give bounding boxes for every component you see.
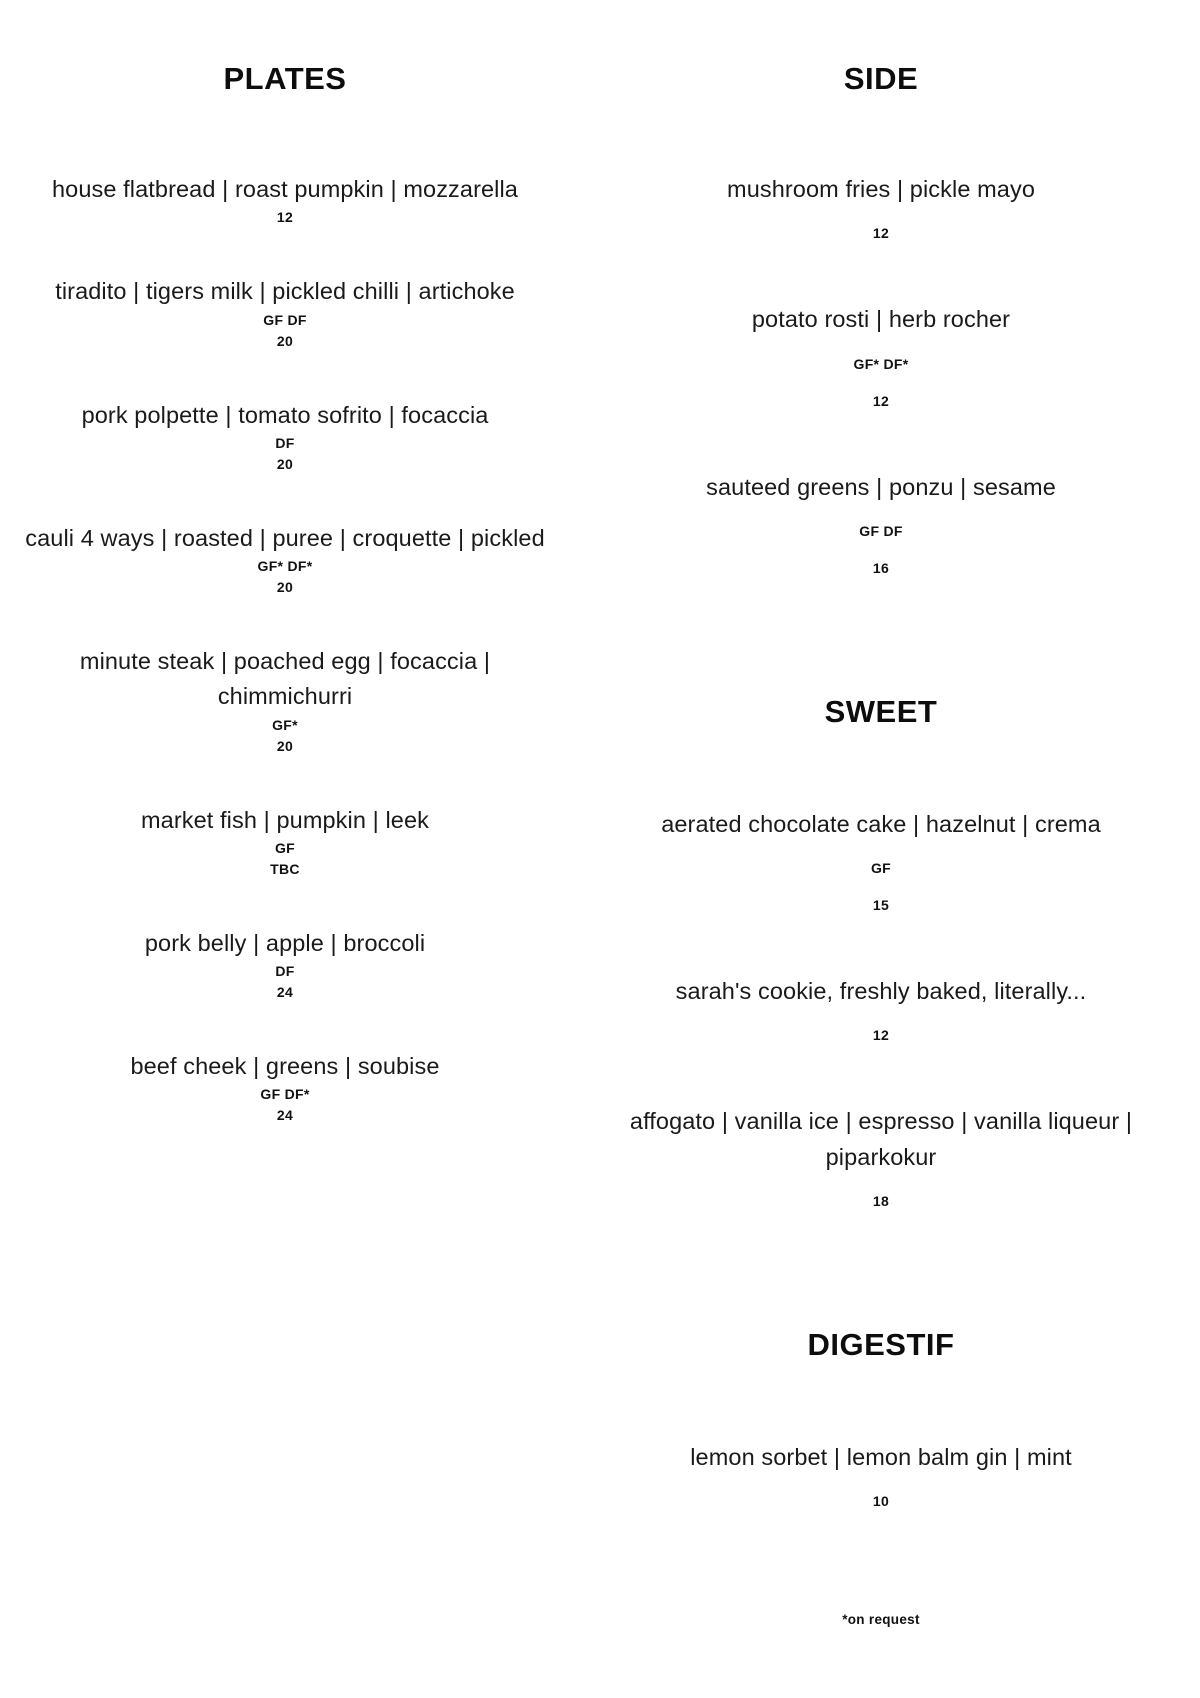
menu-item-tags: DF bbox=[275, 434, 295, 451]
menu-footnote: *on request bbox=[842, 1612, 920, 1628]
menu-item-tags: GF* DF* bbox=[257, 558, 313, 575]
menu-item-name: mushroom fries | pickle mayo bbox=[727, 176, 1035, 203]
menu-item bbox=[572, 974, 1190, 1046]
menu-item-tags: GF bbox=[870, 860, 892, 877]
menu-item bbox=[572, 1440, 1190, 1512]
menu-column-right bbox=[566, 62, 1200, 1627]
menu-item-name: house flatbread | roast pumpkin | mozzarella bbox=[52, 176, 518, 203]
menu-item bbox=[572, 470, 1190, 579]
menu-item bbox=[10, 803, 560, 880]
menu-item-name: cauli 4 ways | roasted | puree | croquette | pickled bbox=[25, 524, 545, 551]
menu-item-name: lemon sorbet | lemon balm gin | mint bbox=[690, 1444, 1072, 1471]
menu-item-tags: GF* bbox=[272, 716, 298, 733]
menu-item bbox=[10, 1049, 560, 1126]
menu-item-price: 16 bbox=[872, 559, 890, 576]
menu-item-name: beef cheek | greens | soubise bbox=[130, 1053, 440, 1080]
menu-item bbox=[572, 1104, 1190, 1212]
menu-item-price: 20 bbox=[276, 737, 294, 754]
section-heading-side: SIDE bbox=[843, 61, 919, 96]
menu-item-tags: DF bbox=[275, 963, 295, 980]
menu-item-tags: GF DF* bbox=[260, 1086, 310, 1103]
menu-column-left bbox=[0, 62, 566, 1126]
menu-item-tags: GF* DF* bbox=[853, 355, 909, 372]
menu-item-tags: GF bbox=[274, 839, 296, 856]
menu-item-price: 12 bbox=[276, 209, 294, 226]
menu-item-name: sarah's cookie, freshly baked, literally... bbox=[675, 978, 1087, 1005]
menu-item-tags: GF DF bbox=[859, 522, 903, 539]
menu-item bbox=[10, 172, 560, 228]
menu-item bbox=[10, 521, 560, 598]
menu-item-price: 20 bbox=[276, 332, 294, 349]
menu-item-price: 24 bbox=[276, 984, 294, 1001]
menu-item-name: potato rosti | herb rocher bbox=[751, 306, 1011, 333]
menu-item-price: 10 bbox=[872, 1493, 890, 1510]
menu-item-name: affogato | vanilla ice | espresso | vanilla liqueur | piparkokur bbox=[629, 1108, 1133, 1170]
menu-item-name: market fish | pumpkin | leek bbox=[141, 806, 429, 833]
menu-item-name: tiradito | tigers milk | pickled chilli | artichoke bbox=[55, 278, 515, 305]
menu-item bbox=[572, 172, 1190, 244]
section-heading-digestif: DIGESTIF bbox=[807, 1326, 955, 1362]
menu-item bbox=[572, 807, 1190, 916]
menu-item-tags: GF DF bbox=[263, 311, 307, 328]
menu-item-name: minute steak | poached egg | focaccia | chimmichurri bbox=[79, 648, 491, 710]
section-heading-sweet: SWEET bbox=[824, 693, 938, 729]
menu-item-price: TBC bbox=[270, 860, 300, 877]
menu-item bbox=[10, 926, 560, 1003]
menu-item-price: 20 bbox=[276, 579, 294, 596]
menu-item-name: pork polpette | tomato sofrito | focaccia bbox=[81, 401, 489, 428]
section-heading-plates: PLATES bbox=[223, 61, 347, 96]
menu-item-name: aerated chocolate cake | hazelnut | crema bbox=[661, 810, 1101, 837]
menu-item-price: 18 bbox=[872, 1192, 890, 1209]
menu-item bbox=[10, 398, 560, 475]
menu-item-price: 12 bbox=[872, 1027, 890, 1044]
menu-item-price: 12 bbox=[872, 225, 890, 242]
menu-item-price: 20 bbox=[276, 455, 294, 472]
menu-item-price: 24 bbox=[276, 1107, 294, 1124]
menu-item bbox=[10, 644, 560, 757]
menu-item bbox=[572, 302, 1190, 411]
menu-item bbox=[10, 274, 560, 351]
menu-item-name: pork belly | apple | broccoli bbox=[144, 929, 426, 956]
menu-item-price: 15 bbox=[872, 897, 890, 914]
menu-item-price: 12 bbox=[872, 392, 890, 409]
menu-item-name: sauteed greens | ponzu | sesame bbox=[706, 473, 1056, 500]
